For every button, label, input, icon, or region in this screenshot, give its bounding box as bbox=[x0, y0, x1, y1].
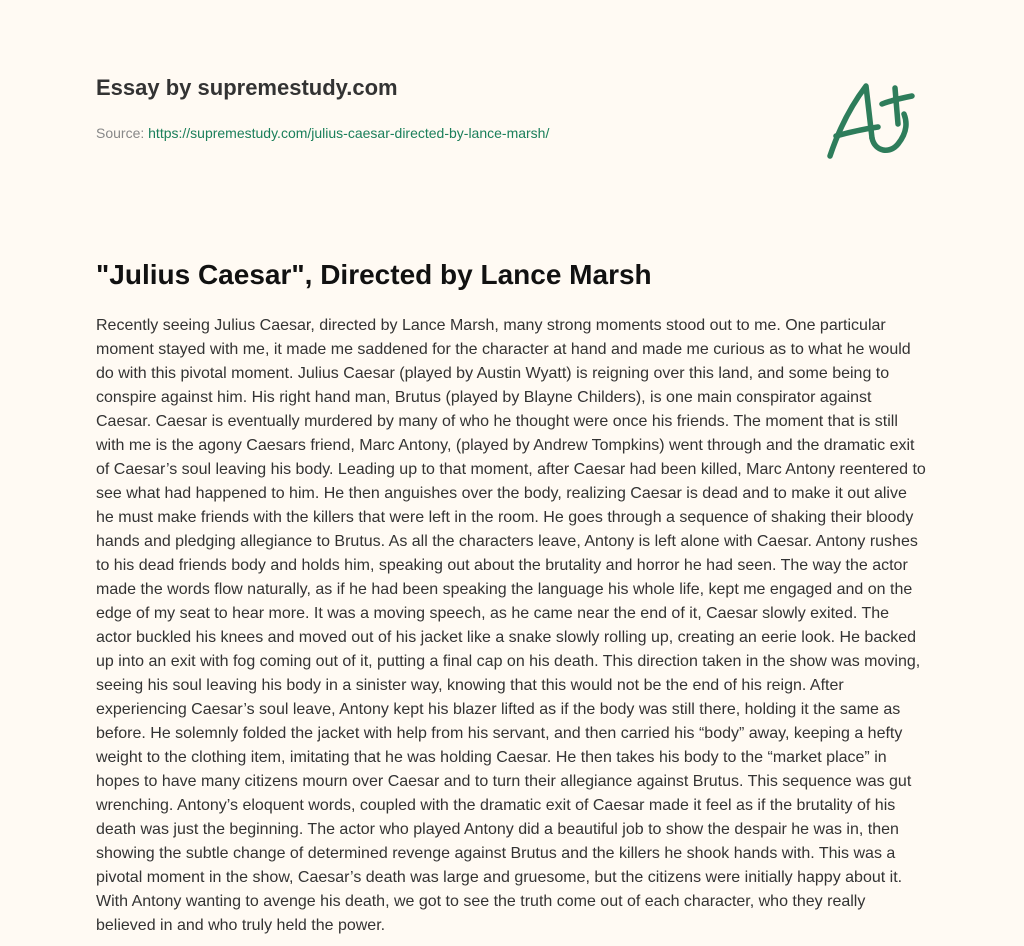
essay-line: believed in and who truly held the power. bbox=[96, 917, 386, 934]
essay-line: up into an exit with fog coming out of it, putting a final cap on his death. This direction taken in the show was moving, bbox=[96, 653, 921, 670]
essay-line: death was just the beginning. The actor who played Antony did a beautiful job to show the despair he was in, then bbox=[96, 821, 899, 838]
essay-line: do with this pivotal moment. Julius Caesar (played by Austin Wyatt) is reigning over this land, and some being to bbox=[96, 365, 890, 382]
essay-line: seeing his soul leaving his body in a sinister way, knowing that this would not be the end of his reign. After bbox=[96, 677, 844, 694]
essay-line: edge of my seat to hear more. It was a moving speech, as he came near the end of it, Caesar slowly exited. The bbox=[96, 605, 890, 622]
essay-line: Caesar. Caesar is eventually murdered by many of who he thought were once his friends. The moment that is still bbox=[96, 413, 898, 430]
page-header bbox=[96, 74, 796, 142]
essay-line: hopes to have many citizens mourn over Caesar and to turn their allegiance against Brutus. This sequence was gut bbox=[96, 773, 912, 790]
source-line bbox=[96, 124, 796, 142]
essay-line: see what had happened to him. He then anguishes over the body, realizing Caesar is dead and to make it out alive bbox=[96, 485, 907, 502]
essay-line: Recently seeing Julius Caesar, directed by Lance Marsh, many strong moments stood out to me. One particular bbox=[96, 317, 886, 334]
essay-line: with me is the agony Caesars friend, Marc Antony, (played by Andrew Tompkins) went through and the dramatic exit bbox=[96, 437, 915, 454]
essay-line: With Antony wanting to avenge his death, we got to see the truth come out of each character, who they really bbox=[96, 893, 866, 910]
essay-line: before. He solemnly folded the jacket with help from his servant, and then carried his “body” away, keeping a hefty bbox=[96, 725, 903, 742]
source-link[interactable]: https://supremestudy.com/julius-caesar-directed-by-lance-marsh/ bbox=[148, 125, 550, 141]
source-label: Source: bbox=[96, 125, 145, 141]
essay-line: hands and pledging allegiance to Brutus. As all the characters leave, Antony is left alone with Caesar. Antony rushes bbox=[96, 533, 918, 550]
essay-line: he must make friends with the killers that were left in the room. He goes through a sequence of shaking their bloody bbox=[96, 509, 914, 526]
a-plus-grade-icon bbox=[820, 62, 930, 172]
site-title: Essay by supremestudy.com bbox=[96, 75, 398, 100]
a-plus-logo-svg bbox=[820, 62, 930, 172]
essay-line: to his dead friends body and holds him, speaking out about the brutality and horror he had seen. The way the actor bbox=[96, 557, 908, 574]
essay-line: showing the subtle change of determined revenge against Brutus and the killers he shook hands with. This was a bbox=[96, 845, 896, 862]
essay-line: weight to the clothing item, imitating that he was holding Caesar. He then takes his body to the “market place” in bbox=[96, 749, 887, 766]
essay-title: "Julius Caesar", Directed by Lance Marsh bbox=[96, 259, 652, 290]
essay-line: actor buckled his knees and moved out of his jacket like a snake slowly rolling up, creating an eerie look. He backed bbox=[96, 629, 917, 646]
essay-line: wrenching. Antony’s eloquent words, coupled with the dramatic exit of Caesar made it feel as if the brutality of his bbox=[96, 797, 896, 814]
essay-line: made the words flow naturally, as if he had been speaking the language his whole life, kept me engaged and on the bbox=[96, 581, 913, 598]
essay-line: experiencing Caesar’s soul leave, Antony kept his blazer lifted as if the body was still there, holding it the same as bbox=[96, 701, 901, 718]
essay-line: of Caesar’s soul leaving his body. Leading up to that moment, after Caesar had been killed, Marc Antony reentered to bbox=[96, 461, 926, 478]
essay-line: conspire against him. His right hand man, Brutus (played by Blayne Childers), is one main conspirator against bbox=[96, 389, 872, 406]
essay-line: pivotal moment in the show, Caesar’s death was large and gruesome, but the citizens were initially happy about it. bbox=[96, 869, 903, 886]
essay-line: moment stayed with me, it made me saddened for the character at hand and made me curious as to what he would bbox=[96, 341, 911, 358]
essay-body bbox=[96, 314, 936, 938]
